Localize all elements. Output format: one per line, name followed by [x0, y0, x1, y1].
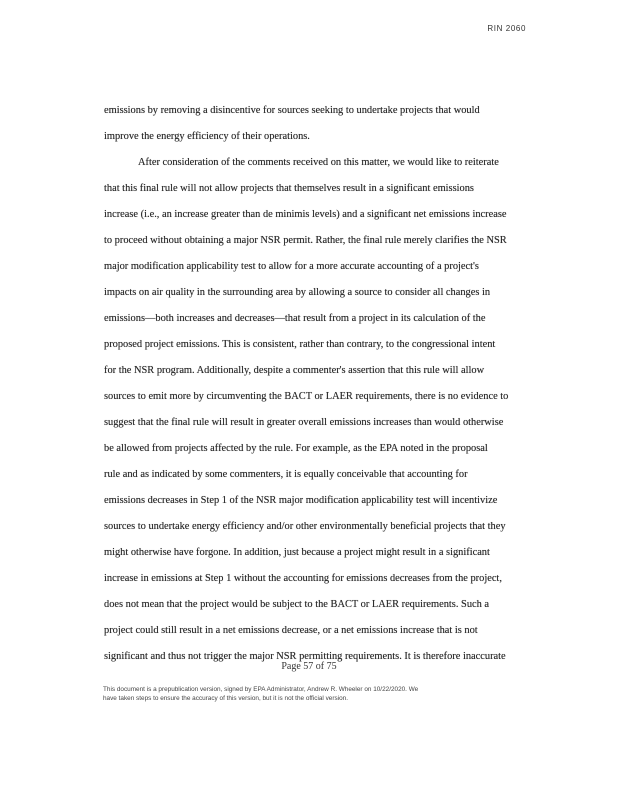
page-number: Page 57 of 75 [281, 661, 337, 672]
disclaimer [103, 685, 523, 703]
body-line: increase in emissions at Step 1 without the accounting for emissions decreases from the project, [104, 573, 502, 584]
body-text [104, 98, 522, 670]
body-line: improve the energy efficiency of their operations. [104, 131, 310, 142]
body-line: project could still result in a net emissions decrease, or a net emissions increase that is not [104, 625, 478, 636]
body-line: be allowed from projects affected by the rule. For example, as the EPA noted in the proposal [104, 443, 488, 454]
body-line: sources to emit more by circumventing the BACT or LAER requirements, there is no evidence to [104, 391, 509, 402]
body-line: might otherwise have forgone. In addition, just because a project might result in a significant [104, 547, 490, 558]
body-line: rule and as indicated by some commenters, it is equally conceivable that accounting for [104, 469, 468, 480]
body-line: major modification applicability test to allow for a more accurate accounting of a project's [104, 261, 479, 272]
body-line: for the NSR program. Additionally, despite a commenter's assertion that this rule will allow [104, 365, 485, 376]
body-line: impacts on air quality in the surrounding area by allowing a source to consider all changes in [104, 287, 491, 298]
body-line: After consideration of the comments received on this matter, we would like to reiterate [138, 157, 499, 168]
body-line: does not mean that the project would be subject to the BACT or LAER requirements. Such a [104, 599, 490, 610]
disclaimer-line: have taken steps to ensure the accuracy of this version, but it is not the official version. [103, 695, 348, 702]
body-line: that this final rule will not allow projects that themselves result in a significant emissions [104, 183, 474, 194]
body-line: sources to undertake energy efficiency and/or other environmentally beneficial projects that they [104, 521, 506, 532]
body-line: emissions—both increases and decreases—that result from a project in its calculation of the [104, 313, 486, 324]
body-line: suggest that the final rule will result in greater overall emissions increases than would otherwise [104, 417, 504, 428]
body-line: to proceed without obtaining a major NSR permit. Rather, the final rule merely clarifies the NSR [104, 235, 507, 246]
body-line: emissions by removing a disincentive for sources seeking to undertake projects that would [104, 105, 480, 116]
disclaimer-line: This document is a prepublication version, signed by EPA Administrator, Andrew R. Wheeler on 10/22/2020. We [103, 686, 419, 693]
body-line: emissions decreases in Step 1 of the NSR major modification applicability test will incentivize [104, 495, 498, 506]
body-line: proposed project emissions. This is consistent, rather than contrary, to the congressional intent [104, 339, 496, 350]
body-line: significant and thus not trigger the major NSR permitting requirements. It is therefore inaccurate [104, 651, 506, 662]
body-line: increase (i.e., an increase greater than de minimis levels) and a significant net emissions increase [104, 209, 507, 220]
document-id: RIN 2060 [487, 24, 526, 33]
